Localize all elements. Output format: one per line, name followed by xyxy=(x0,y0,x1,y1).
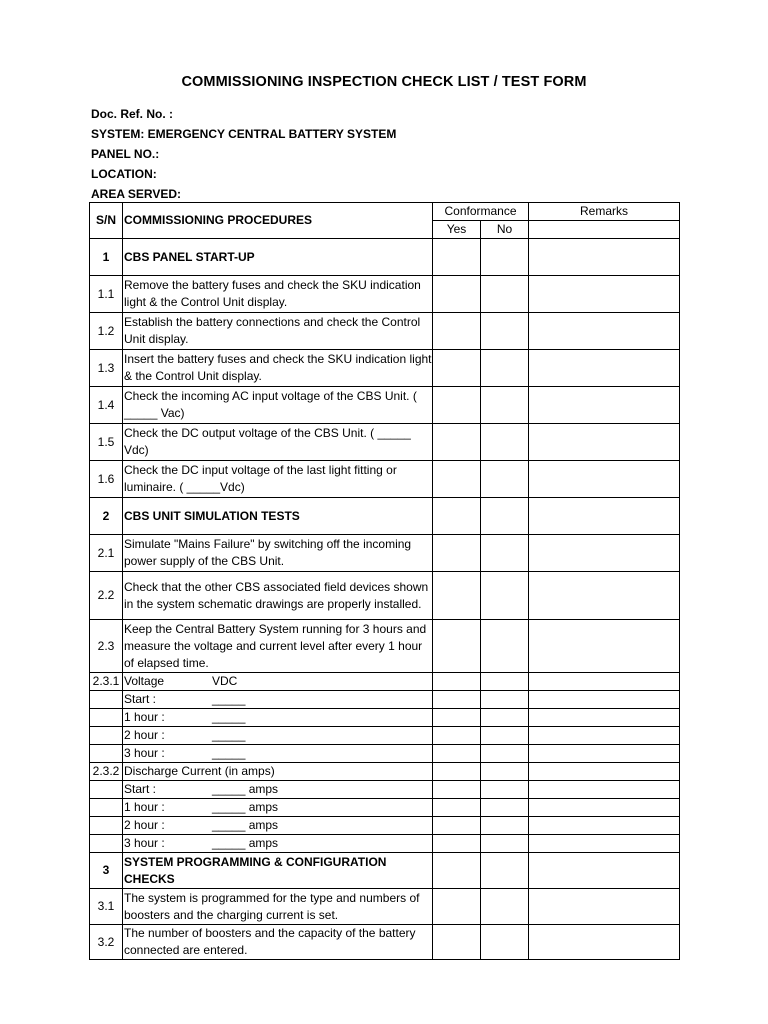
row-measurement xyxy=(123,835,433,853)
yes-cell[interactable] xyxy=(433,799,481,817)
remarks-cell[interactable] xyxy=(529,498,680,535)
yes-cell[interactable] xyxy=(433,535,481,572)
measurement-value: _____ xyxy=(212,692,246,706)
no-cell[interactable] xyxy=(481,387,529,424)
yes-cell[interactable] xyxy=(433,461,481,498)
row-measurement xyxy=(123,799,433,817)
yes-cell[interactable] xyxy=(433,925,481,960)
row-sn: 3.2 xyxy=(90,925,123,960)
yes-cell[interactable] xyxy=(433,889,481,925)
remarks-cell[interactable] xyxy=(529,835,680,853)
no-cell[interactable] xyxy=(481,498,529,535)
remarks-cell[interactable] xyxy=(529,853,680,889)
doc-ref-label: Doc. Ref. No. : xyxy=(91,107,174,121)
row-sn: 3 xyxy=(90,853,123,889)
row-sn: 1.5 xyxy=(90,424,123,461)
row-procedure-text: Check the DC output voltage of the CBS Unit. ( _____ Vdc) xyxy=(123,424,433,461)
yes-cell[interactable] xyxy=(433,498,481,535)
row-procedure-text: Check that the other CBS associated field devices shown in the system schematic drawings are properly installed. xyxy=(123,572,433,620)
yes-cell[interactable] xyxy=(433,727,481,745)
measurement-value: _____ amps xyxy=(212,800,279,814)
row-procedure-text: CBS PANEL START-UP xyxy=(123,239,433,276)
yes-cell[interactable] xyxy=(433,781,481,799)
row-measurement xyxy=(123,727,433,745)
no-cell[interactable] xyxy=(481,572,529,620)
remarks-cell[interactable] xyxy=(529,889,680,925)
table-row xyxy=(90,727,680,745)
yes-cell[interactable] xyxy=(433,853,481,889)
measurement-label: 1 hour : xyxy=(124,710,165,724)
table-row xyxy=(90,889,680,925)
table-row xyxy=(90,535,680,572)
measurement-value: _____ xyxy=(212,710,246,724)
row-sn: 3.1 xyxy=(90,889,123,925)
row-sn xyxy=(90,817,123,835)
measurement-value: _____ amps xyxy=(212,782,279,796)
remarks-cell[interactable] xyxy=(529,763,680,781)
remarks-cell[interactable] xyxy=(529,727,680,745)
remarks-cell[interactable] xyxy=(529,799,680,817)
row-sn: 2.3.2 xyxy=(90,763,123,781)
remarks-cell[interactable] xyxy=(529,745,680,763)
yes-cell[interactable] xyxy=(433,620,481,673)
row-sn: 2.3.1 xyxy=(90,673,123,691)
no-cell[interactable] xyxy=(481,239,529,276)
table-row xyxy=(90,313,680,350)
no-cell[interactable] xyxy=(481,461,529,498)
header-remarks-blank xyxy=(529,221,680,239)
measurement-label: 3 hour : xyxy=(124,836,165,850)
row-sn xyxy=(90,835,123,853)
yes-cell[interactable] xyxy=(433,276,481,313)
measurement-label: Start : xyxy=(124,692,157,706)
no-cell[interactable] xyxy=(481,781,529,799)
measurement-label: Start : xyxy=(124,782,157,796)
row-procedure-text: CBS UNIT SIMULATION TESTS xyxy=(123,498,433,535)
remarks-cell[interactable] xyxy=(529,572,680,620)
row-sn: 2 xyxy=(90,498,123,535)
no-cell[interactable] xyxy=(481,313,529,350)
row-procedure-text: Establish the battery connections and check the Control Unit display. xyxy=(123,313,433,350)
header-yes: Yes xyxy=(433,221,481,239)
row-measurement xyxy=(123,673,433,691)
row-sn: 1.3 xyxy=(90,350,123,387)
measurement-value: _____ xyxy=(212,746,246,760)
no-cell[interactable] xyxy=(481,853,529,889)
table-row xyxy=(90,835,680,853)
no-cell[interactable] xyxy=(481,350,529,387)
no-cell[interactable] xyxy=(481,535,529,572)
section-row xyxy=(90,239,680,276)
yes-cell[interactable] xyxy=(433,709,481,727)
header-sn: S/N xyxy=(90,203,123,239)
measurement-value: _____ amps xyxy=(212,836,279,850)
measurement-label: 2 hour : xyxy=(124,728,165,742)
checklist-table xyxy=(89,202,680,960)
remarks-cell[interactable] xyxy=(529,276,680,313)
header-procedures: COMMISSIONING PROCEDURES xyxy=(123,203,433,239)
table-row xyxy=(90,799,680,817)
row-measurement xyxy=(123,817,433,835)
table-row xyxy=(90,709,680,727)
remarks-cell[interactable] xyxy=(529,535,680,572)
row-procedure-text: The number of boosters and the capacity of the battery connected are entered. xyxy=(123,925,433,960)
remarks-cell[interactable] xyxy=(529,620,680,673)
area-served-label: AREA SERVED: xyxy=(91,187,182,201)
no-cell[interactable] xyxy=(481,889,529,925)
remarks-cell[interactable] xyxy=(529,817,680,835)
measurement-label: Voltage xyxy=(124,674,165,688)
measurement-value: _____ xyxy=(212,728,246,742)
remarks-cell[interactable] xyxy=(529,313,680,350)
row-sn xyxy=(90,709,123,727)
measurement-value: VDC xyxy=(212,674,238,688)
table-row xyxy=(90,781,680,799)
panel-no-label: PANEL NO.: xyxy=(91,147,160,161)
table-row xyxy=(90,572,680,620)
yes-cell[interactable] xyxy=(433,350,481,387)
row-procedure-text: Insert the battery fuses and check the SKU indication light & the Control Unit display. xyxy=(123,350,433,387)
remarks-cell[interactable] xyxy=(529,387,680,424)
remarks-cell[interactable] xyxy=(529,691,680,709)
row-procedure-text: Check the incoming AC input voltage of the CBS Unit. ( _____ Vac) xyxy=(123,387,433,424)
no-cell[interactable] xyxy=(481,424,529,461)
table-row xyxy=(90,817,680,835)
row-sn: 1.1 xyxy=(90,276,123,313)
table-row xyxy=(90,620,680,673)
row-measurement xyxy=(123,709,433,727)
form-title: COMMISSIONING INSPECTION CHECK LIST / TEST FORM xyxy=(181,74,587,90)
no-cell[interactable] xyxy=(481,925,529,960)
table-row xyxy=(90,673,680,691)
remarks-cell[interactable] xyxy=(529,239,680,276)
header-remarks: Remarks xyxy=(529,203,680,221)
no-cell[interactable] xyxy=(481,709,529,727)
no-cell[interactable] xyxy=(481,673,529,691)
remarks-cell[interactable] xyxy=(529,461,680,498)
no-cell[interactable] xyxy=(481,727,529,745)
row-sn: 2.2 xyxy=(90,572,123,620)
yes-cell[interactable] xyxy=(433,691,481,709)
yes-cell[interactable] xyxy=(433,239,481,276)
row-procedure-text: Discharge Current (in amps) xyxy=(123,763,433,781)
remarks-cell[interactable] xyxy=(529,925,680,960)
table-row xyxy=(90,350,680,387)
yes-cell[interactable] xyxy=(433,817,481,835)
table-row xyxy=(90,461,680,498)
remarks-cell[interactable] xyxy=(529,781,680,799)
row-sn: 1 xyxy=(90,239,123,276)
table-row xyxy=(90,387,680,424)
row-procedure-text: Keep the Central Battery System running for 3 hours and measure the voltage and current level after every 1 hour of elapsed time. xyxy=(123,620,433,673)
location-label: LOCATION: xyxy=(91,167,157,181)
section-row xyxy=(90,853,680,889)
row-sn xyxy=(90,691,123,709)
row-sn: 2.1 xyxy=(90,535,123,572)
table-row xyxy=(90,424,680,461)
no-cell[interactable] xyxy=(481,817,529,835)
row-procedure-text: SYSTEM PROGRAMMING & CONFIGURATION CHECKS xyxy=(123,853,433,889)
system-label: SYSTEM: EMERGENCY CENTRAL BATTERY SYSTEM xyxy=(91,127,397,141)
no-cell[interactable] xyxy=(481,276,529,313)
yes-cell[interactable] xyxy=(433,673,481,691)
section-row xyxy=(90,498,680,535)
row-sn: 1.4 xyxy=(90,387,123,424)
row-procedure-text: Remove the battery fuses and check the SKU indication light & the Control Unit display. xyxy=(123,276,433,313)
table-row xyxy=(90,691,680,709)
yes-cell[interactable] xyxy=(433,763,481,781)
header-conformance: Conformance xyxy=(433,203,529,221)
no-cell[interactable] xyxy=(481,835,529,853)
remarks-cell[interactable] xyxy=(529,673,680,691)
row-sn: 2.3 xyxy=(90,620,123,673)
table-row xyxy=(90,745,680,763)
row-measurement xyxy=(123,781,433,799)
yes-cell[interactable] xyxy=(433,313,481,350)
row-sn: 1.2 xyxy=(90,313,123,350)
yes-cell[interactable] xyxy=(433,835,481,853)
no-cell[interactable] xyxy=(481,745,529,763)
table-row xyxy=(90,276,680,313)
measurement-label: 3 hour : xyxy=(124,746,165,760)
no-cell[interactable] xyxy=(481,763,529,781)
measurement-value: _____ amps xyxy=(212,818,279,832)
yes-cell[interactable] xyxy=(433,745,481,763)
row-sn: 1.6 xyxy=(90,461,123,498)
remarks-cell[interactable] xyxy=(529,424,680,461)
measurement-label: 1 hour : xyxy=(124,800,165,814)
table-row xyxy=(90,763,680,781)
no-cell[interactable] xyxy=(481,620,529,673)
yes-cell[interactable] xyxy=(433,424,481,461)
no-cell[interactable] xyxy=(481,799,529,817)
row-sn xyxy=(90,745,123,763)
yes-cell[interactable] xyxy=(433,387,481,424)
row-procedure-text: Simulate "Mains Failure" by switching off the incoming power supply of the CBS Unit. xyxy=(123,535,433,572)
row-procedure-text: The system is programmed for the type and numbers of boosters and the charging current is set. xyxy=(123,889,433,925)
row-measurement xyxy=(123,691,433,709)
remarks-cell[interactable] xyxy=(529,709,680,727)
remarks-cell[interactable] xyxy=(529,350,680,387)
row-sn xyxy=(90,799,123,817)
no-cell[interactable] xyxy=(481,691,529,709)
row-sn xyxy=(90,781,123,799)
row-sn xyxy=(90,727,123,745)
measurement-label: 2 hour : xyxy=(124,818,165,832)
table-row xyxy=(90,925,680,960)
yes-cell[interactable] xyxy=(433,572,481,620)
row-procedure-text: Check the DC input voltage of the last light fitting or luminaire. ( _____Vdc) xyxy=(123,461,433,498)
row-measurement xyxy=(123,745,433,763)
header-no: No xyxy=(481,221,529,239)
